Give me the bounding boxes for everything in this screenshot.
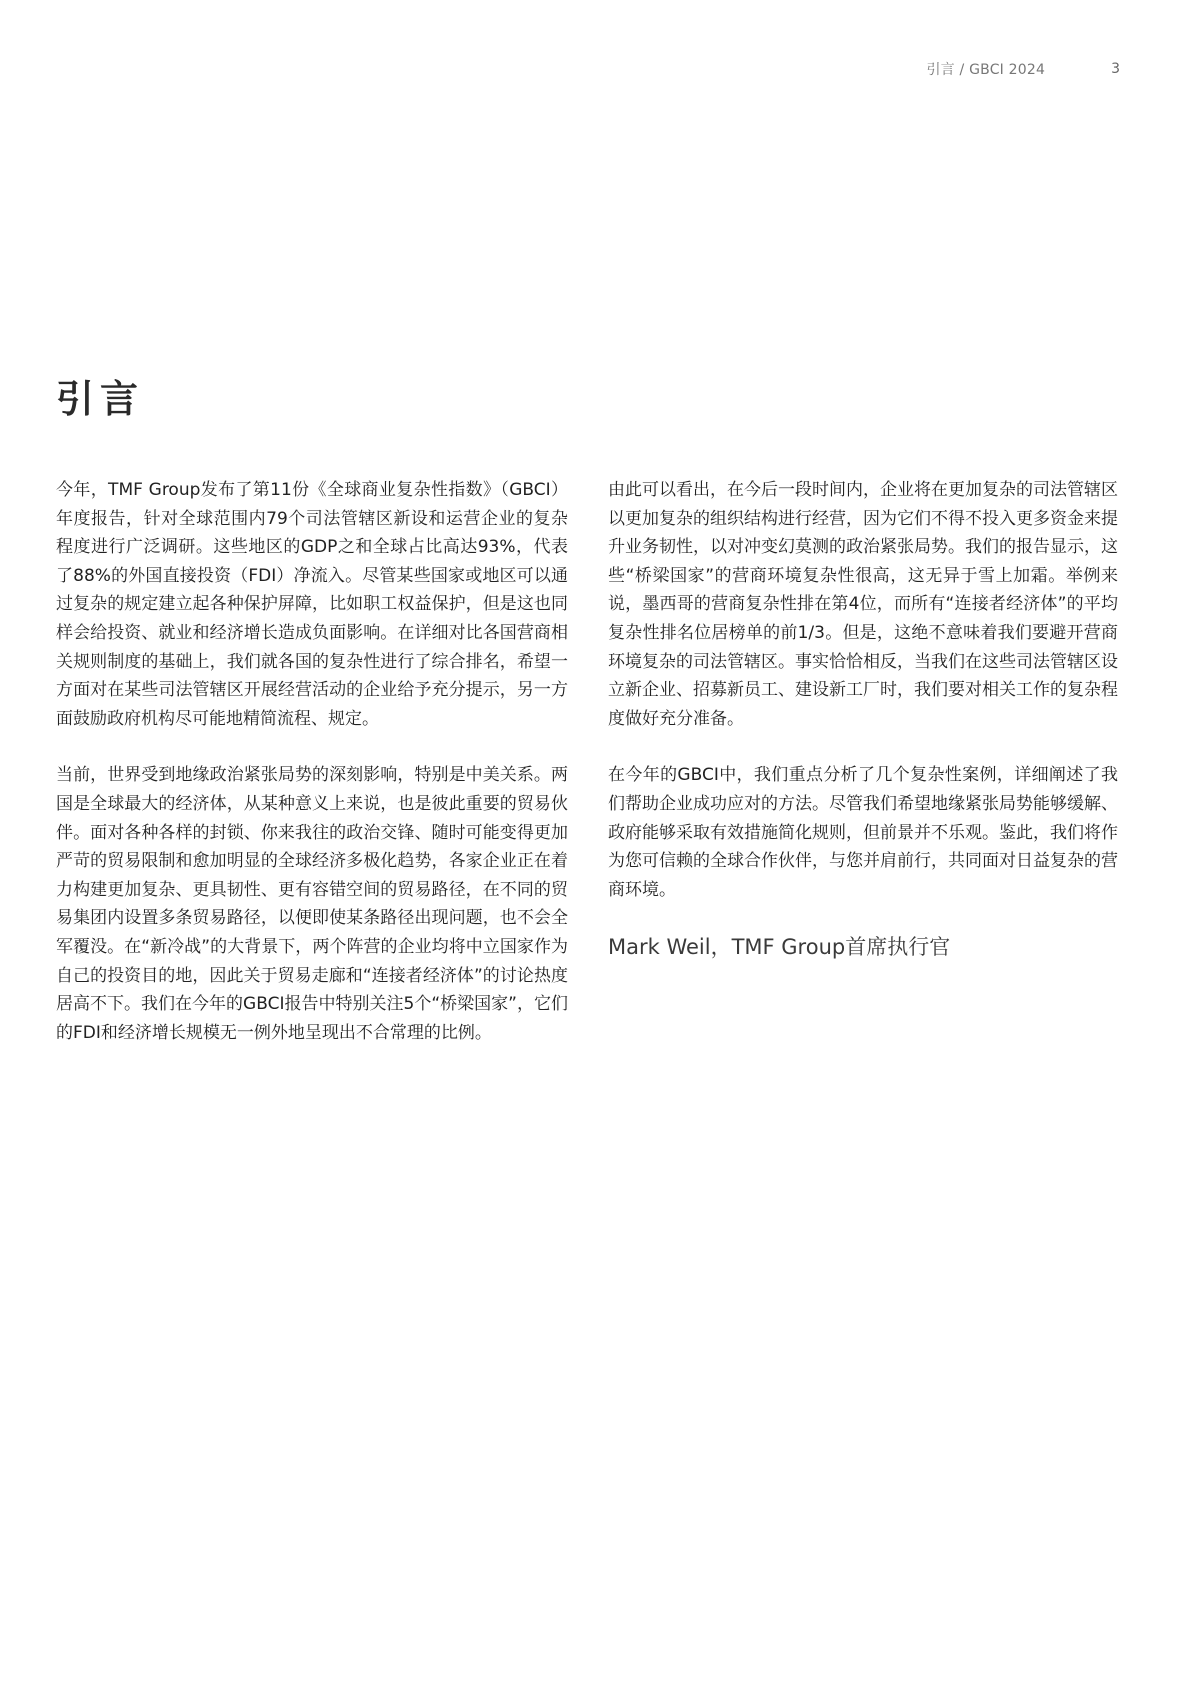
right-column — [608, 476, 1118, 962]
page-number: 3 — [1111, 61, 1120, 77]
intro-paragraph-3: 由此可以看出，在今后一段时间内，企业将在更加复杂的司法管辖区以更加复杂的组织结构进行经营，因为它们不得不投入更多资金来提升业务韧性，以对冲变幻莫测的政治紧张局势。我们的报告显示，这些“桥梁国家”的营商环境复杂性很高，这无异于雪上加霜。举例来说，墨西哥的营商复杂性排在第4位，而所有“连接者经济体”的平均复杂性排名位居榜单的前1/3。但是，这绝不意味着我们要避开营商环境复杂的司法管辖区。事实恰恰相反，当我们在这些司法管辖区设立新企业、招募新员工、建设新工厂时，我们要对相关工作的复杂程度做好充分准备。 — [608, 480, 1118, 729]
left-column — [56, 476, 568, 1075]
intro-paragraph-4: 在今年的GBCI中，我们重点分析了几个复杂性案例，详细阐述了我们帮助企业成功应对的方法。尽管我们希望地缘紧张局势能够缓解、政府能够采取有效措施简化规则，但前景并不乐观。鉴此，我们将作为您可信赖的全球合作伙伴，与您并肩前行，共同面对日益复杂的营商环境。 — [608, 765, 1118, 900]
ceo-signature: Mark Weil，TMF Group首席执行官 — [608, 935, 951, 960]
intro-paragraph-1: 今年，TMF Group发布了第11份《全球商业复杂性指数》（GBCI）年度报告，针对全球范围内79个司法管辖区新设和运营企业的复杂程度进行广泛调研。这些地区的GDP之和全球占比高达93%，代表了88%的外国直接投资（FDI）净流入。尽管某些国家或地区可以通过复杂的规定建立起各种保护屏障，比如职工权益保护，但是这也同样会给投资、就业和经济增长造成负面影响。在详细对比各国营商相关规则制度的基础上，我们就各国的复杂性进行了综合排名，希望一方面对在某些司法管辖区开展经营活动的企业给予充分提示，另一方面鼓励政府机构尽可能地精简流程、规定。 — [56, 480, 568, 729]
page-header — [926, 58, 1120, 80]
page-title: 引言 — [56, 377, 145, 421]
intro-paragraph-2: 当前，世界受到地缘政治紧张局势的深刻影响，特别是中美关系。两国是全球最大的经济体，从某种意义上来说，也是彼此重要的贸易伙伴。面对各种各样的封锁、你来我往的政治交锋、随时可能变得更加严苛的贸易限制和愈加明显的全球经济多极化趋势，各家企业正在着力构建更加复杂、更具韧性、更有容错空间的贸易路径，在不同的贸易集团内设置多条贸易路径，以便即使某条路径出现问题，也不会全军覆没。在“新冷战”的大背景下，两个阵营的企业均将中立国家作为自己的投资目的地，因此关于贸易走廊和“连接者经济体”的讨论热度居高不下。我们在今年的GBCI报告中特别关注5个“桥梁国家”，它们的FDI和经济增长规模无一例外地呈现出不合常理的比例。 — [56, 765, 568, 1043]
running-header-section: 引言 / GBCI 2024 — [926, 62, 1046, 78]
